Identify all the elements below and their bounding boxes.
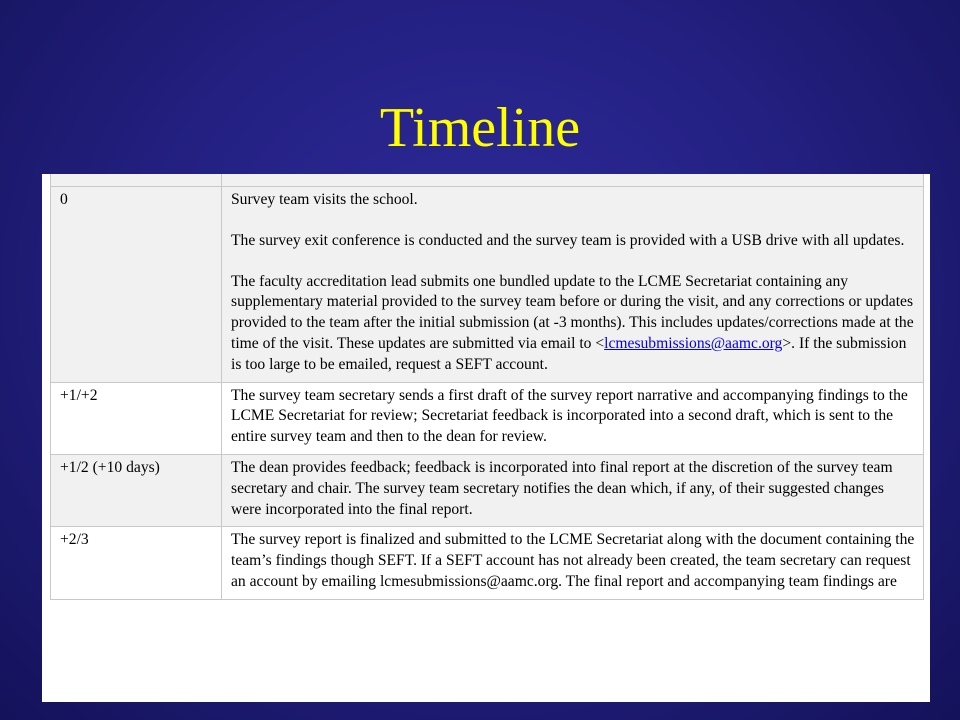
email-link[interactable]: lcmesubmissions@aamc.org xyxy=(604,334,783,352)
table-row xyxy=(51,383,923,455)
timeline-document-image xyxy=(42,174,930,702)
paragraph-text: The faculty accreditation lead submits one bundled update to the LCME Secretariat containing any supplementary material provided to the survey team before or during the visit, and any corrections or updates provided to the team after the initial submission (at -3 months). This includes updates/corrections made at the time of the visit. These updates are submitted via email to < xyxy=(231,272,914,352)
table-cell xyxy=(222,174,923,186)
table-cell xyxy=(51,174,222,186)
timeline-description-cell xyxy=(222,187,923,382)
timeline-time-cell: +1/2 (+10 days) xyxy=(51,455,222,526)
timeline-description-cell xyxy=(222,383,923,454)
description-paragraph: Survey team visits the school. xyxy=(231,191,418,208)
description-paragraph: The survey exit conference is conducted and the survey team is provided with a USB drive with all updates. xyxy=(231,231,905,249)
description-paragraph xyxy=(231,272,915,376)
timeline-table xyxy=(50,174,924,600)
paragraph-text: >. If the submission is too large to be emailed, request a SEFT account. xyxy=(231,334,907,373)
table-row xyxy=(51,187,923,383)
slide-title: Timeline xyxy=(379,97,581,159)
description-paragraph: The survey team secretary sends a first draft of the survey report narrative and accompanying findings to the LCME Secretariat for review; Secretariat feedback is incorporated into a second draft, which is sent to the entire survey team and then to the dean for review. xyxy=(231,386,908,446)
table-row xyxy=(51,527,923,599)
timeline-description-cell xyxy=(222,527,923,598)
timeline-time-cell: +2/3 xyxy=(51,527,222,598)
description-paragraph: The dean provides feedback; feedback is incorporated into final report at the discretion of the survey team secretary and chair. The survey team secretary notifies the dean which, if any, of their suggested changes were incorporated into the final report. xyxy=(231,458,893,518)
timeline-time-cell: 0 xyxy=(51,187,222,382)
timeline-time-cell: +1/+2 xyxy=(51,383,222,454)
table-row xyxy=(51,455,923,527)
table-header-stub xyxy=(51,174,923,187)
description-paragraph: The survey report is finalized and submitted to the LCME Secretariat along with the document containing the team’s findings though SEFT. If a SEFT account has not already been created, the team secretary can request an account by emailing lcmesubmissions@aamc.org. The final report and accompanying team findings are xyxy=(231,531,915,590)
timeline-description-cell xyxy=(222,455,923,526)
